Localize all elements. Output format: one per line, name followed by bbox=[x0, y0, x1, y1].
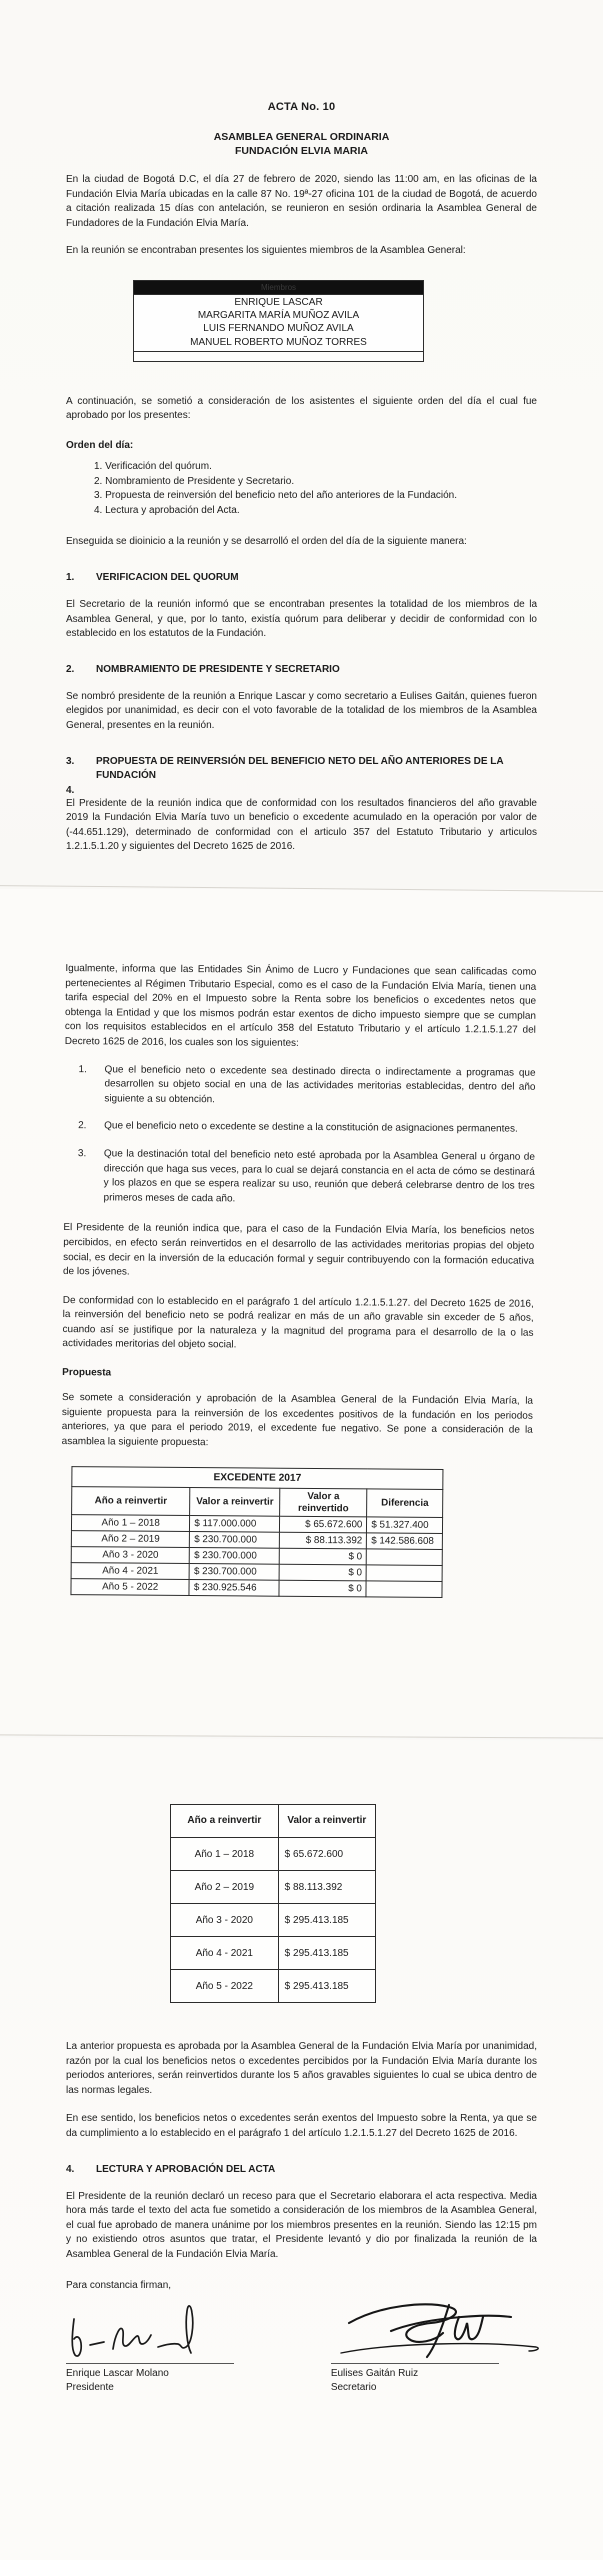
doc-subtitle-line1: ASAMBLEA GENERAL ORDINARIA bbox=[213, 131, 390, 143]
table-cell: $ 230.700.000 bbox=[189, 1564, 279, 1581]
table-header-row bbox=[72, 1487, 443, 1518]
section-4-heading: LECTURA Y APROBACIÓN DEL ACTA bbox=[96, 2163, 276, 2175]
members-box bbox=[133, 280, 424, 362]
table-cell: $ 65.672.600 bbox=[278, 1838, 375, 1871]
table-cell: Año 5 - 2022 bbox=[71, 1579, 189, 1596]
section-3-body: El Presidente de la reunión indica que de conformidad con los resultados financieros del año gravable 2019 la Fundación Elvia María tuvo un beneficio o excedente acumulado en la operación por valor de (-44.651.129), determinado de conformidad con el articulo 357 del Estatuto Tributario y articulos 1.2.1.5.1.20 y siguientes del Decreto 1625 de 2016. bbox=[66, 797, 537, 853]
section-2-title bbox=[66, 663, 537, 677]
table-row bbox=[171, 1970, 376, 2003]
table-cell: $ 295.413.185 bbox=[278, 1970, 375, 2003]
table-cell: $ 117.000.000 bbox=[190, 1516, 280, 1533]
doc-title: ACTA No. 10 bbox=[267, 101, 336, 113]
table-row bbox=[171, 1838, 376, 1871]
paragraph-exempt: En ese sentido, los beneficios netos o excedentes serán exentos del Impuesto sobre la Renta, ya que se da cumplimiento a lo establecido en el parágrafo 1 del artículo 1.2.1.5.1.27 del Decreto 1625 de 2016. bbox=[66, 2113, 537, 2139]
doc-subtitle-line2: FUNDACIÓN ELVIA MARIA bbox=[235, 145, 368, 157]
table-cell: $ 88.113.392 bbox=[279, 1533, 366, 1550]
secretary-signature-icon bbox=[331, 2297, 546, 2367]
agenda-item: 2. Nombramiento de Presidente y Secretario. bbox=[94, 475, 295, 487]
agenda-title: Orden del día: bbox=[66, 439, 134, 451]
table-cell: $ 295.413.185 bbox=[278, 1904, 375, 1937]
table-cell: $ 88.113.392 bbox=[278, 1871, 375, 1904]
table-row bbox=[171, 1871, 376, 1904]
president-signature-scribble bbox=[66, 2299, 258, 2361]
section-2-heading: NOMBRAMIENTO DE PRESIDENTE Y SECRETARIO bbox=[96, 663, 340, 675]
signature-block-secretary bbox=[331, 2299, 537, 2394]
table-cell: $ 51.327.400 bbox=[367, 1517, 443, 1534]
reinversion-table bbox=[170, 1804, 376, 2003]
excedente-table-title: EXCEDENTE 2017 bbox=[72, 1467, 443, 1490]
requirement-3 bbox=[78, 1147, 535, 1209]
table-row bbox=[171, 1937, 376, 1970]
section-4-number: 4. bbox=[66, 2163, 75, 2175]
table-cell: Año 1 – 2018 bbox=[71, 1515, 189, 1532]
requirement-1-number: 1. bbox=[78, 1063, 87, 1075]
paragraph-conformity: De conformidad con lo establecido en el parágrafo 1 del artículo 1.2.1.5.1.27. del Decreto 1625 de 2016, la reinversión del beneficio neto se podrá realizar en más de un año gravable sin exceder de 5 años, cuando así se justifique por la naturaleza y la magnitud del programa para el desarrollo de la o las actividades meritorias del objeto social. bbox=[62, 1294, 534, 1351]
page-3 bbox=[0, 1736, 603, 2560]
table-cell: $ 65.672.600 bbox=[280, 1517, 367, 1534]
requirement-2-text: Que el beneficio neto o excedente se destine a la constitución de asignaciones permanentes. bbox=[104, 1120, 518, 1135]
table-cell bbox=[366, 1581, 442, 1598]
requirement-2 bbox=[78, 1119, 535, 1137]
requirement-1-text: Que el beneficio neto o excedente sea destinado directa o indirectamente a programas que desarrollen su objeto social en una de las actividades meritorias establecidas, dentro del año siguiente a su obtención. bbox=[104, 1063, 536, 1105]
table-cell: $ 0 bbox=[279, 1549, 366, 1566]
agenda-item: 4. Lectura y aprobación del Acta. bbox=[94, 504, 240, 516]
agenda-list bbox=[94, 460, 537, 518]
section-4-body: El Presidente de la reunión declaró un receso para que el Secretario elaborara el acta respectiva. Media hora más tarde el texto del acta fue sometido a consideración de los miembros de la Asamblea General, el cual fue aprobado de manera unánime por los miembros presentes en la reunión. Siendo las 12:15 pm y no existiendo otros asuntos que tratar, el Presidente levantó y dio por finalizada la reunión de la Asamblea General de la Fundación Elvia María. bbox=[66, 2190, 537, 2260]
col-header-valor-reinvertido: Valor a reinvertido bbox=[280, 1489, 368, 1518]
member-name: ENRIQUE LASCAR bbox=[234, 296, 323, 308]
member-name: LUIS FERNANDO MUÑOZ AVILA bbox=[203, 323, 354, 335]
col-header-valor: Valor a reinvertir bbox=[278, 1805, 375, 1838]
requirement-3-text: Que la destinación total del beneficio neto esté aprobada por la Asamblea General u órgano de dirección que haga sus veces, para lo cual se dejará constancia en el acta de cómo se destinará y los plazos en que se espera realizar su uso, reunión que deberá celebrarse dentro de los tres primeros meses de cada año. bbox=[103, 1148, 535, 1205]
president-role: Presidente bbox=[66, 2381, 114, 2393]
president-name: Enrique Lascar Molano bbox=[66, 2368, 169, 2380]
section-2-body: Se nombró presidente de la reunión a Enrique Lascar y como secretario a Eulises Gaitán, quienes fueron elegidos por unanimidad, es decir con el voto favorable de la totalidad de los miembros de la Asamblea General, presentes en la reunión. bbox=[66, 690, 537, 731]
table-cell: $ 142.586.608 bbox=[367, 1533, 443, 1550]
table-cell: $ 0 bbox=[279, 1581, 366, 1598]
paragraph-regimen: Igualmente, informa que las Entidades Sin Ánimo de Lucro y Fundaciones que sean calificadas como pertenecientes al Régimen Tributario Especial, como es el caso de la Fundación Elvia María, tienen una tarifa especial del 20% en el Impuesto sobre la Renta sobre los beneficios o excedentes netos que obtenga la Entidad y que los mismos podrán estar exentos de dicho impuesto siempre que se cumplan con los requisitos establecidos en el artículo 358 del Estatuto Tributario y el artículo 1.2.1.5.1.27 del Decreto 1625 de 2016, los cuales son los siguientes: bbox=[64, 963, 537, 1049]
table-row bbox=[171, 1904, 376, 1937]
col-header-diferencia: Diferencia bbox=[367, 1489, 443, 1518]
members-box-header: Miembros bbox=[134, 281, 423, 295]
secretary-role: Secretario bbox=[330, 2381, 377, 2393]
agenda-item: 1. Verificación del quórum. bbox=[94, 460, 212, 472]
page-1 bbox=[0, 0, 603, 889]
secretary-name: Eulises Gaitán Ruiz bbox=[330, 2368, 419, 2380]
table-header-row bbox=[171, 1805, 376, 1838]
secretary-signature-scribble bbox=[331, 2299, 537, 2361]
paragraph-approved: La anterior propuesta es aprobada por la Asamblea General de la Fundación Elvia María por unanimidad, razón por la cual los beneficios netos o excedentes percibidos por la Fundación Elvia María durante los periodos anteriores, serán reinvertidos durante los 5 años gravables siguientes lo cual se ubica dentro de las normas legales. bbox=[66, 2041, 537, 2096]
agenda-item: 3. Propuesta de reinversión del beneficio neto del año anteriores de la Fundación. bbox=[94, 490, 458, 502]
section-4-title bbox=[66, 2163, 537, 2177]
signature-area bbox=[66, 2299, 537, 2394]
table-cell: $ 295.413.185 bbox=[278, 1937, 375, 1970]
table-cell: Año 1 – 2018 bbox=[171, 1838, 279, 1871]
paragraph-proposal: Se somete a consideración y aprobación de la Asamblea General de la Fundación Elvia María, la siguiente propuesta para la reinversión de los excedentes positivos de la fundación en los periodos anteriores, ya que para el periodo 2019, el excedente fue negativo. Se pone a consideración de la asamblea la siguiente propuesta: bbox=[61, 1392, 534, 1449]
section-3-title bbox=[66, 755, 537, 783]
section-3-heading: PROPUESTA DE REINVERSIÓN DEL BENEFICIO NETO DEL AÑO ANTERIORES DE LA FUNDACIÓN bbox=[96, 755, 504, 781]
paragraph-present: En la reunión se encontraban presentes los siguientes miembros de la Asamblea General: bbox=[66, 245, 466, 257]
president-signature-icon bbox=[66, 2297, 246, 2367]
signature-block-president bbox=[66, 2299, 258, 2394]
table-cell: Año 4 - 2021 bbox=[71, 1563, 189, 1580]
table-cell: Año 2 – 2019 bbox=[71, 1531, 189, 1548]
paragraph-development: Enseguida se dioinicio a la reunión y se desarrolló el orden del día de la siguiente manera: bbox=[66, 536, 467, 548]
requirement-3-number: 3. bbox=[77, 1148, 87, 1160]
table-cell: $ 0 bbox=[279, 1565, 366, 1582]
table-row bbox=[71, 1579, 442, 1598]
paragraph-intro: En la ciudad de Bogotá D.C, el día 27 de febrero de 2020, siendo las 11:00 am, en las oficinas de la Fundación Elvia María ubicadas en la calle 87 No. 19ª-27 oficina 101 de la ciudad de Bogotá, de acuerdo a citación realizada 15 días con antelación, se reunieron en sesión ordinaria la Asamblea General de Fundadores de la Fundación Elvia María. bbox=[66, 174, 537, 229]
table-cell: Año 2 – 2019 bbox=[171, 1871, 279, 1904]
closing-line: Para constancia firman, bbox=[66, 2279, 172, 2291]
paragraph-president-indication: El Presidente de la reunión indica que, para el caso de la Fundación Elvia María, los beneficios netos percibidos, en efecto serán reinvertidos en el desarrollo de las actividades meritorias propias del objeto social, es decir en la inversión de la educación formal y seguir contribuyendo con la formación educativa de los jóvenes. bbox=[62, 1222, 535, 1278]
section-1-body: El Secretario de la reunión informó que se encontraban presentes la totalidad de los miembros de la Asamblea General, y que, por lo tanto, existía quórum para deliberar y decidir de conformidad con lo establecido en los estatutos de la Fundación. bbox=[66, 598, 537, 640]
proposal-title: Propuesta bbox=[62, 1367, 112, 1379]
table-cell: Año 4 - 2021 bbox=[171, 1937, 279, 1970]
table-cell bbox=[366, 1565, 442, 1582]
table-cell bbox=[367, 1549, 443, 1566]
page-2 bbox=[0, 889, 603, 1736]
table-cell: $ 230.925.546 bbox=[189, 1580, 279, 1597]
doc-subtitle bbox=[66, 130, 537, 158]
requirement-2-number: 2. bbox=[78, 1120, 87, 1132]
stray-number: 4. bbox=[66, 784, 75, 796]
excedente-table bbox=[70, 1467, 443, 1599]
section-2-number: 2. bbox=[66, 663, 75, 675]
col-header-ano: Año a reinvertir bbox=[72, 1487, 191, 1516]
table-cell: Año 3 - 2020 bbox=[171, 1904, 279, 1937]
section-1-heading: VERIFICACION DEL QUORUM bbox=[96, 571, 239, 583]
table-cell: Año 3 - 2020 bbox=[71, 1547, 189, 1564]
section-3-number: 3. bbox=[66, 755, 75, 767]
col-header-ano: Año a reinvertir bbox=[171, 1805, 279, 1838]
members-list bbox=[134, 295, 423, 351]
table-cell: $ 230.700.000 bbox=[190, 1548, 280, 1565]
member-name: MANUEL ROBERTO MUÑOZ TORRES bbox=[190, 336, 367, 348]
section-1-number: 1. bbox=[66, 571, 75, 583]
section-1-title bbox=[66, 571, 537, 585]
member-name: MARGARITA MARÍA MUÑOZ AVILA bbox=[197, 310, 360, 322]
col-header-valor-reinvertir: Valor a reinvertir bbox=[190, 1488, 280, 1517]
paragraph-agenda-intro: A continuación, se sometió a consideración de los asistentes el siguiente orden del día el cual fue aprobado por los presentes: bbox=[66, 395, 537, 422]
requirement-1 bbox=[78, 1063, 535, 1110]
members-empty-row bbox=[134, 351, 423, 361]
table-cell: Año 5 - 2022 bbox=[171, 1970, 279, 2003]
table-cell: $ 230.700.000 bbox=[190, 1532, 280, 1549]
